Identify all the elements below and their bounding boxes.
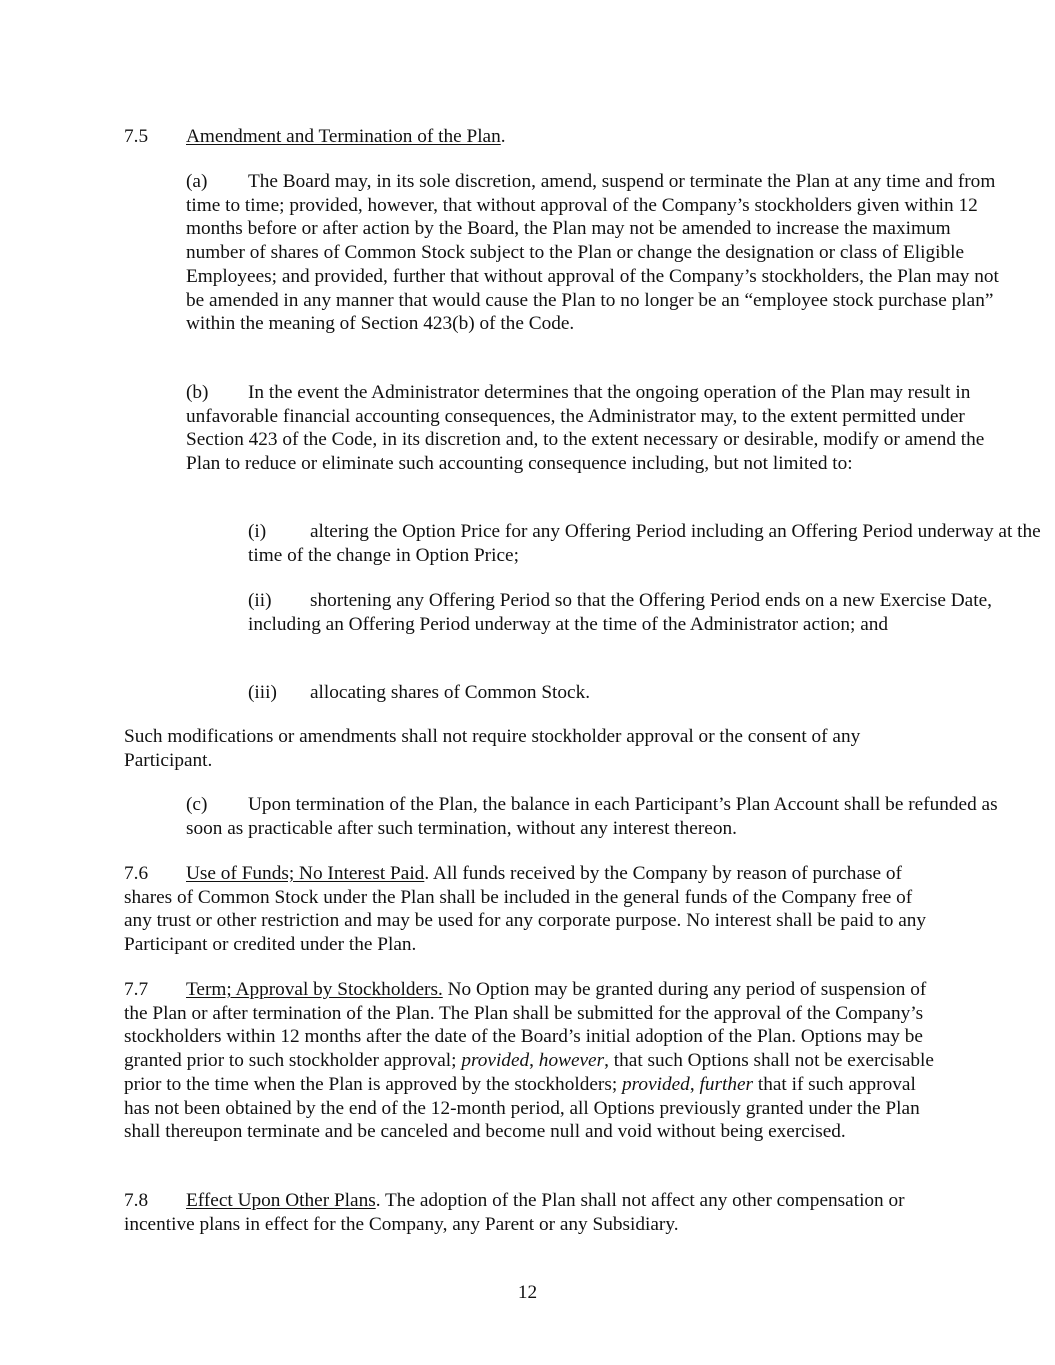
subparagraph-ii [124, 589, 1055, 636]
section-7-6 [124, 862, 939, 957]
section-7-8 [124, 1189, 939, 1236]
section-title: Use of Funds; No Interest Paid [186, 863, 425, 884]
section-7-5-heading: 7.5 Amendment and Termination of the Plan. [124, 126, 506, 147]
section-7-7: 7.7 Term; Approval by Stockholders. No Option may be granted during any period of suspension of the Plan or after termination of the Plan. The Plan shall be submitted for the approval of the Company’s stockholders within 12 months after the date of the Board’s initial adoption of the Plan. Options may be granted prior to such stockholder approval; provided, however, that such Options shall not be exercisable prior to the time when the Plan is approved by the stockholders; provided, further that if such approval has not been obtained by the end of the 12-month period, all Options previously granted under the Plan shall thereupon terminate and be canceled and become null and void without being exercised. [124, 979, 934, 1143]
italic-term: further [699, 1073, 754, 1095]
paragraph-label: (a) [186, 171, 208, 192]
page-number: 12 [517, 1282, 538, 1303]
paragraph-text: The Board may, in its sole discretion, amend, suspend or terminate the Plan at any time and from time to time; provided, however, that without approval of the Company’s stockholders given within 12 months before or after action by the Board, the Plan may not be amended to increase the maximum number of shares of Common Stock subject to the Plan or change the designation or class of Eligible Employees; and provided, further that without approval of the Company’s stockholders, the Plan may not be amended in any manner that would cause the Plan to no longer be an “employee stock purchase plan” within the meaning of Section 423(b) of the Code. [186, 171, 999, 335]
paragraph-7-5-b [124, 381, 1001, 476]
section-number: 7.5 [124, 126, 149, 147]
italic-term: provided [622, 1073, 690, 1095]
paragraph-text: shortening any Offering Period so that the Offering Period ends on a new Exercise Date, including an Offering Period underway at the time of the Administrator action; and [248, 590, 992, 635]
paragraph-7-5-a [124, 170, 1001, 336]
section-title: Term; Approval by Stockholders. [186, 979, 443, 1000]
paragraph-label: (b) [186, 382, 209, 403]
section-text: . The adoption of the Plan shall not affect any other compensation or incentive plans in effect for the Company, any Parent or any Subsidiary. [124, 1190, 905, 1235]
italic-term: provided [461, 1050, 530, 1072]
italic-term: however [538, 1050, 605, 1072]
section-number: 7.7 [124, 979, 149, 1000]
paragraph-label: (iii) [248, 682, 277, 703]
paragraph-label: (c) [186, 794, 208, 815]
paragraph-text: altering the Option Price for any Offering Period including an Offering Period underway at the time of the change in Option Price; [248, 521, 1041, 566]
section-title: Effect Upon Other Plans [186, 1190, 376, 1211]
section-number: 7.6 [124, 863, 149, 884]
paragraph-such-modifications: Such modifications or amendments shall not require stockholder approval or the consent of any Participant. [124, 726, 861, 771]
paragraph-text: In the event the Administrator determines that the ongoing operation of the Plan may result in unfavorable financial accounting consequences, the Administrator may, to the extent permitted under Section 423 of the Code, in its discretion and, to the extent necessary or desirable, modify or amend the Plan to reduce or eliminate such accounting consequence including, but not limited to: [186, 382, 985, 475]
paragraph-label: (ii) [248, 590, 272, 611]
subparagraph-iii [124, 681, 1055, 705]
section-title: Amendment and Termination of the Plan [186, 126, 501, 147]
section-text: . All funds received by the Company by reason of purchase of shares of Common Stock under the Plan shall be included in the general funds of the Company free of any trust or other restriction and may be used for any corporate purpose. No interest shall be paid to any Participant or credited under the Plan. [124, 863, 927, 956]
section-number: 7.8 [124, 1190, 149, 1211]
paragraph-label: (i) [248, 521, 267, 542]
subparagraph-i [124, 520, 1055, 567]
paragraph-text: allocating shares of Common Stock. [310, 682, 591, 703]
paragraph-7-5-c [124, 793, 1001, 840]
paragraph-text: Upon termination of the Plan, the balance in each Participant’s Plan Account shall be refunded as soon as practicable after such termination, without any interest thereon. [186, 794, 998, 839]
